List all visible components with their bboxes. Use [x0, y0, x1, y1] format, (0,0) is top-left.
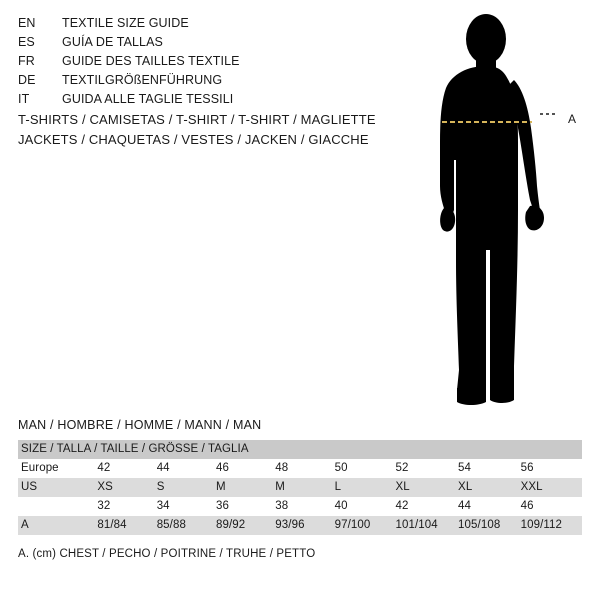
- cell-numeric-7: 44: [458, 500, 472, 512]
- language-text-it: GUIDA ALLE TAGLIE TESSILI: [62, 92, 234, 106]
- table-title-man: MAN / HOMBRE / HOMME / MANN / MAN: [18, 418, 262, 432]
- male-silhouette-icon: [410, 10, 600, 410]
- cell-a-6: 101/104: [395, 519, 438, 531]
- category-line-tshirts: T-SHIRTS / CAMISETAS / T-SHIRT / T-SHIRT / MAGLIETTE: [18, 112, 376, 127]
- cell-a-2: 85/88: [156, 519, 186, 531]
- cell-europe-2: 44: [156, 462, 170, 474]
- table-header-label: SIZE / TALLA / TAILLE / GRÖSSE / TAGLIA: [21, 443, 249, 455]
- language-text-en: TEXTILE SIZE GUIDE: [62, 16, 189, 30]
- language-list: [18, 14, 418, 109]
- cell-europe-1: 42: [97, 462, 111, 474]
- cell-us-2: S: [156, 481, 165, 493]
- cell-numeric-5: 40: [334, 500, 348, 512]
- cell-us-4: M: [275, 481, 285, 493]
- language-text-fr: GUIDE DES TAILLES TEXTILE: [62, 54, 240, 68]
- language-code-es: ES: [18, 35, 35, 49]
- cell-numeric-2: 34: [156, 500, 170, 512]
- row-label-us: US: [21, 481, 38, 493]
- language-row-en: [18, 14, 418, 33]
- language-text-es: GUÍA DE TALLAS: [62, 35, 163, 49]
- cell-europe-8: 56: [520, 462, 534, 474]
- cell-a-3: 89/92: [215, 519, 246, 531]
- cell-numeric-8: 46: [520, 500, 534, 512]
- table-row: [18, 497, 582, 516]
- language-row-de: [18, 71, 418, 90]
- language-row-it: [18, 90, 418, 109]
- size-chart-table: [18, 440, 582, 535]
- row-label-europe: Europe: [21, 462, 59, 474]
- category-line-jackets: JACKETS / CHAQUETAS / VESTES / JACKEN / GIACCHE: [18, 132, 369, 147]
- table-row: [18, 459, 582, 478]
- row-label-numeric: [18, 497, 96, 516]
- cell-us-1: XS: [97, 481, 113, 493]
- cell-numeric-6: 42: [395, 500, 409, 512]
- cell-numeric-4: 38: [275, 500, 289, 512]
- cell-europe-6: 52: [395, 462, 409, 474]
- cell-europe-3: 46: [215, 462, 229, 474]
- cell-europe-5: 50: [334, 462, 348, 474]
- cell-europe-7: 54: [458, 462, 472, 474]
- language-code-en: EN: [18, 16, 36, 30]
- cell-a-1: 81/84: [97, 519, 127, 531]
- table-row: [18, 478, 582, 497]
- cell-us-6: XL: [395, 481, 410, 493]
- male-figure-illustration: [410, 10, 600, 410]
- cell-numeric-1: 32: [97, 500, 111, 512]
- cell-numeric-3: 36: [215, 500, 229, 512]
- language-code-fr: FR: [18, 54, 35, 68]
- language-row-es: [18, 33, 418, 52]
- cell-us-3: M: [215, 481, 226, 493]
- cell-us-7: XL: [458, 481, 473, 493]
- cell-europe-4: 48: [275, 462, 289, 474]
- garment-category-list: [18, 110, 448, 150]
- language-text-de: TEXTILGRÖßENFÜHRUNG: [62, 73, 223, 87]
- language-code-it: IT: [18, 92, 30, 106]
- row-label-a: A: [21, 519, 29, 531]
- cell-a-8: 109/112: [520, 519, 563, 531]
- cell-a-5: 97/100: [334, 519, 371, 531]
- cell-a-4: 93/96: [275, 519, 305, 531]
- language-code-de: DE: [18, 73, 36, 87]
- table-row: [18, 516, 582, 535]
- table-header-row: [18, 440, 582, 459]
- cell-us-5: L: [334, 481, 342, 493]
- language-row-fr: [18, 52, 418, 71]
- measure-label-a: A: [568, 112, 577, 126]
- cell-us-8: XXL: [520, 481, 543, 493]
- table-footnote: A. (cm) CHEST / PECHO / POITRINE / TRUHE / PETTO: [18, 548, 316, 560]
- cell-a-7: 105/108: [458, 519, 501, 531]
